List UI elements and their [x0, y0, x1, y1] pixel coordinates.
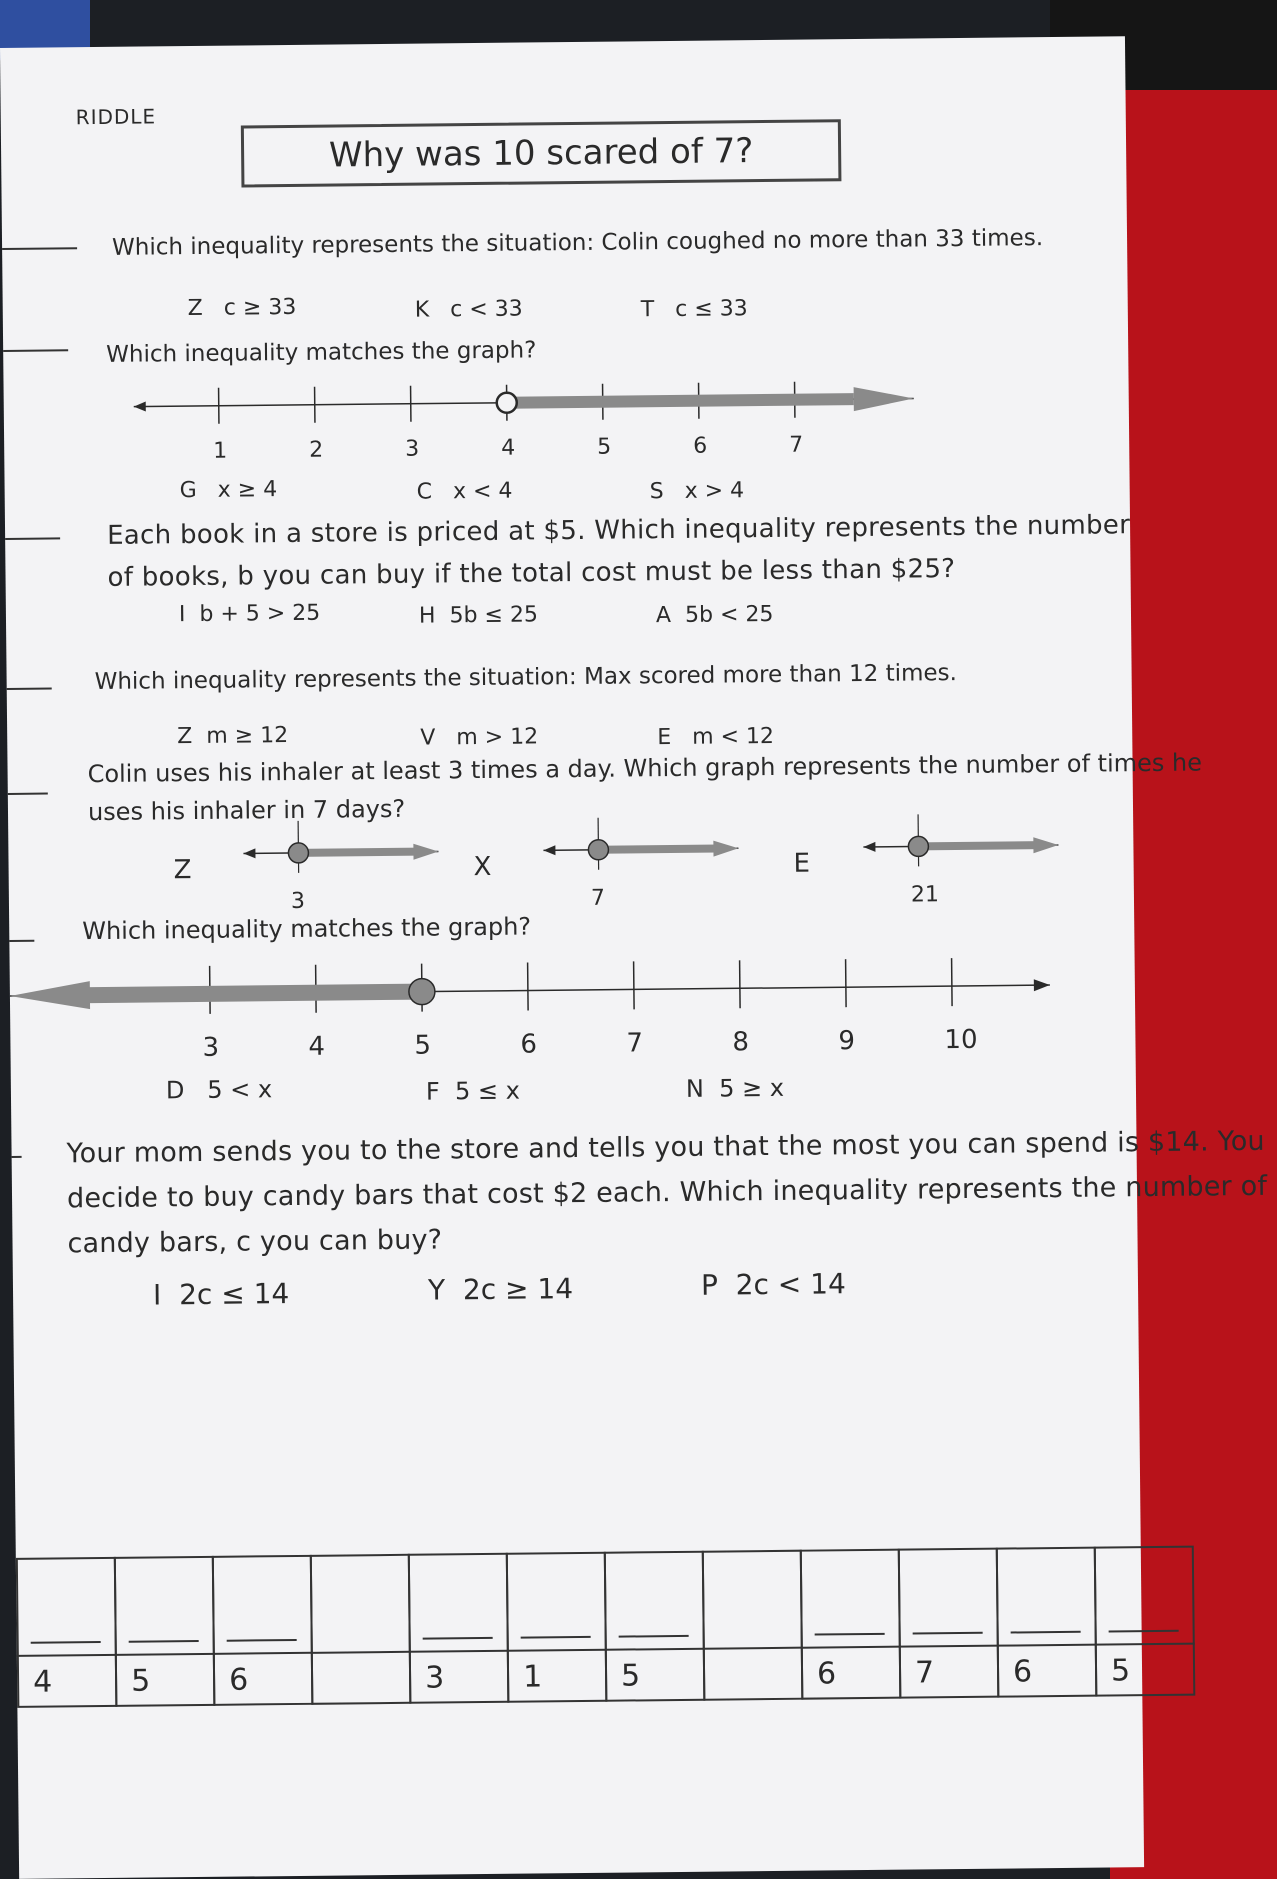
- question-text: Your mom sends you to the store and tells you that the most you can spend is $14. You decide to buy candy bars that cost $2 each. Which inequality represents the number of candy bars, c you can buy?: [66, 1125, 1268, 1260]
- endpoint-circle: [588, 840, 608, 860]
- answer-key-cell: [212, 1555, 314, 1706]
- answer-key-cell: [898, 1548, 1000, 1699]
- solution-ray: [298, 848, 418, 857]
- answer-blank: [3, 349, 68, 352]
- tick-mark: [740, 960, 741, 1008]
- solution-arrow: [713, 840, 738, 856]
- answer-key-cell: [996, 1547, 1098, 1698]
- cell-divider: [1095, 1643, 1195, 1646]
- question-text: Which inequality represents the situation: Colin coughed no more than 33 times.: [111, 225, 1044, 261]
- left-arrow: [543, 845, 555, 855]
- tick-mark: [846, 959, 847, 1007]
- answer-key-number: 3: [424, 1660, 445, 1696]
- answer-key-number: 6: [228, 1662, 249, 1698]
- answer-key-cell: [16, 1557, 118, 1708]
- letter-blank: [619, 1635, 689, 1638]
- endpoint-circle: [409, 978, 435, 1004]
- question-text: Which inequality matches the graph?: [106, 337, 537, 368]
- cell-divider: [605, 1648, 705, 1651]
- graph-option-letter: E: [793, 848, 811, 879]
- cell-divider: [311, 1651, 411, 1654]
- cell-divider: [997, 1644, 1097, 1647]
- letter-blank: [31, 1641, 101, 1644]
- solution-arrow: [854, 386, 914, 411]
- tick-label: 2: [309, 437, 324, 463]
- graph-option-value: 3: [290, 888, 306, 914]
- option: N 5 ≥ x: [685, 1073, 785, 1103]
- number-line-graph: [10, 957, 1071, 1063]
- tick-label: 5: [414, 1030, 432, 1061]
- solution-ray: [598, 845, 718, 854]
- tick-label: 7: [789, 432, 804, 458]
- tick-label: 6: [520, 1029, 538, 1060]
- riddle-title: Why was 10 scared of 7?: [241, 119, 842, 187]
- tick-label: 3: [405, 436, 420, 462]
- answer-blank: [12, 1156, 22, 1158]
- tick-label: 6: [693, 433, 708, 459]
- tick-mark: [634, 961, 635, 1009]
- question-text: Colin uses his inhaler at least 3 times a day. Which graph represents the number of times he uses his inhaler in 7 days?: [87, 748, 1203, 827]
- endpoint-circle: [497, 393, 517, 413]
- option: A 5b < 25: [655, 601, 774, 629]
- graph-option-letter: X: [473, 851, 492, 883]
- cell-divider: [899, 1645, 999, 1648]
- option: V m > 12: [420, 724, 539, 751]
- graph-option-letter: Z: [173, 855, 192, 886]
- answer-key-number: 5: [130, 1663, 151, 1699]
- solution-ray: [918, 841, 1038, 850]
- option: I 2c ≤ 14: [152, 1277, 290, 1312]
- question-text: Each book in a store is priced at $5. Which inequality represents the number of books, b you can buy if the total cost must be less than $25?: [106, 510, 1131, 593]
- tick-label: 5: [597, 434, 612, 460]
- solution-ray: [507, 393, 854, 409]
- option: F 5 ≤ x: [425, 1076, 521, 1106]
- solution-arrow: [10, 981, 90, 1010]
- option: Y 2c ≥ 14: [427, 1272, 574, 1307]
- option: S x > 4: [649, 478, 745, 505]
- answer-blank: [9, 940, 34, 942]
- answer-blank: [8, 793, 48, 795]
- letter-blank: [227, 1639, 297, 1642]
- graph-option-value: 21: [910, 882, 940, 908]
- cell-divider: [703, 1647, 803, 1650]
- left-arrow: [243, 848, 255, 858]
- answer-blank: [7, 687, 52, 689]
- question-text: Which inequality matches the graph?: [82, 912, 532, 946]
- left-arrow: [134, 401, 146, 411]
- answer-key-number: 5: [620, 1658, 641, 1694]
- cell-divider: [801, 1646, 901, 1649]
- answer-key-number: 1: [522, 1659, 543, 1695]
- tick-label: 7: [626, 1028, 644, 1059]
- answer-key-cell: [310, 1554, 412, 1705]
- number-line-graph: [134, 378, 925, 466]
- option: Z m ≥ 12: [177, 723, 289, 750]
- answer-key-cell: [702, 1550, 804, 1701]
- left-arrow: [863, 842, 875, 852]
- cell-divider: [17, 1654, 117, 1657]
- letter-blank: [423, 1637, 493, 1640]
- answer-key-number: 5: [1110, 1653, 1131, 1689]
- question-text: Which inequality represents the situation: Max scored more than 12 times.: [94, 660, 958, 696]
- graph-options: [158, 816, 1109, 926]
- cell-divider: [409, 1650, 509, 1653]
- answer-key-number: 6: [1012, 1654, 1033, 1690]
- option: K c < 33: [414, 296, 523, 323]
- letter-blank: [1109, 1630, 1179, 1633]
- option: H 5b ≤ 25: [418, 602, 539, 629]
- answer-blank: [5, 537, 60, 540]
- answer-key-number: 7: [914, 1655, 935, 1691]
- cell-divider: [115, 1653, 215, 1656]
- tick-label: 3: [202, 1032, 220, 1063]
- solution-arrow: [1033, 837, 1058, 853]
- answer-key-cell: [114, 1556, 216, 1707]
- answer-key-number: 4: [32, 1664, 53, 1700]
- tick-mark: [528, 963, 529, 1011]
- tick-label: 1: [213, 438, 228, 464]
- cell-divider: [507, 1649, 607, 1652]
- answer-blank: [2, 247, 77, 250]
- tick-mark: [952, 958, 953, 1006]
- tick-label: 8: [732, 1027, 750, 1058]
- tick-label: 4: [308, 1031, 326, 1062]
- answer-key-cell: [800, 1549, 902, 1700]
- solution-ray: [70, 984, 422, 1004]
- option: I b + 5 > 25: [178, 600, 321, 628]
- graph-option-value: 7: [590, 885, 606, 911]
- right-arrow: [1034, 979, 1050, 991]
- riddle-label: RIDDLE: [75, 104, 157, 130]
- answer-key-cell: [408, 1553, 510, 1704]
- option: E m < 12: [657, 723, 775, 751]
- tick-label: 9: [838, 1026, 856, 1057]
- worksheet-page: [0, 36, 1268, 1879]
- letter-blank: [129, 1640, 199, 1643]
- answer-key-cell: [604, 1551, 706, 1702]
- answer-key-cell: [1094, 1546, 1196, 1697]
- option: C x < 4: [416, 478, 513, 505]
- letter-blank: [815, 1633, 885, 1636]
- endpoint-circle: [288, 843, 308, 863]
- letter-blank: [521, 1636, 591, 1639]
- answer-key-cell: [506, 1552, 608, 1703]
- tick-label: 4: [501, 435, 516, 461]
- option: D 5 < x: [165, 1075, 273, 1105]
- option: G x ≥ 4: [179, 477, 278, 504]
- tick-label: 10: [944, 1024, 978, 1056]
- letter-blank: [913, 1632, 983, 1635]
- option: Z c ≥ 33: [187, 294, 297, 322]
- option: P 2c < 14: [700, 1267, 846, 1302]
- endpoint-circle: [908, 836, 928, 856]
- cell-divider: [213, 1652, 313, 1655]
- letter-blank: [1011, 1631, 1081, 1634]
- option: T c ≤ 33: [640, 296, 748, 323]
- answer-key-number: 6: [816, 1656, 837, 1692]
- solution-arrow: [413, 843, 438, 859]
